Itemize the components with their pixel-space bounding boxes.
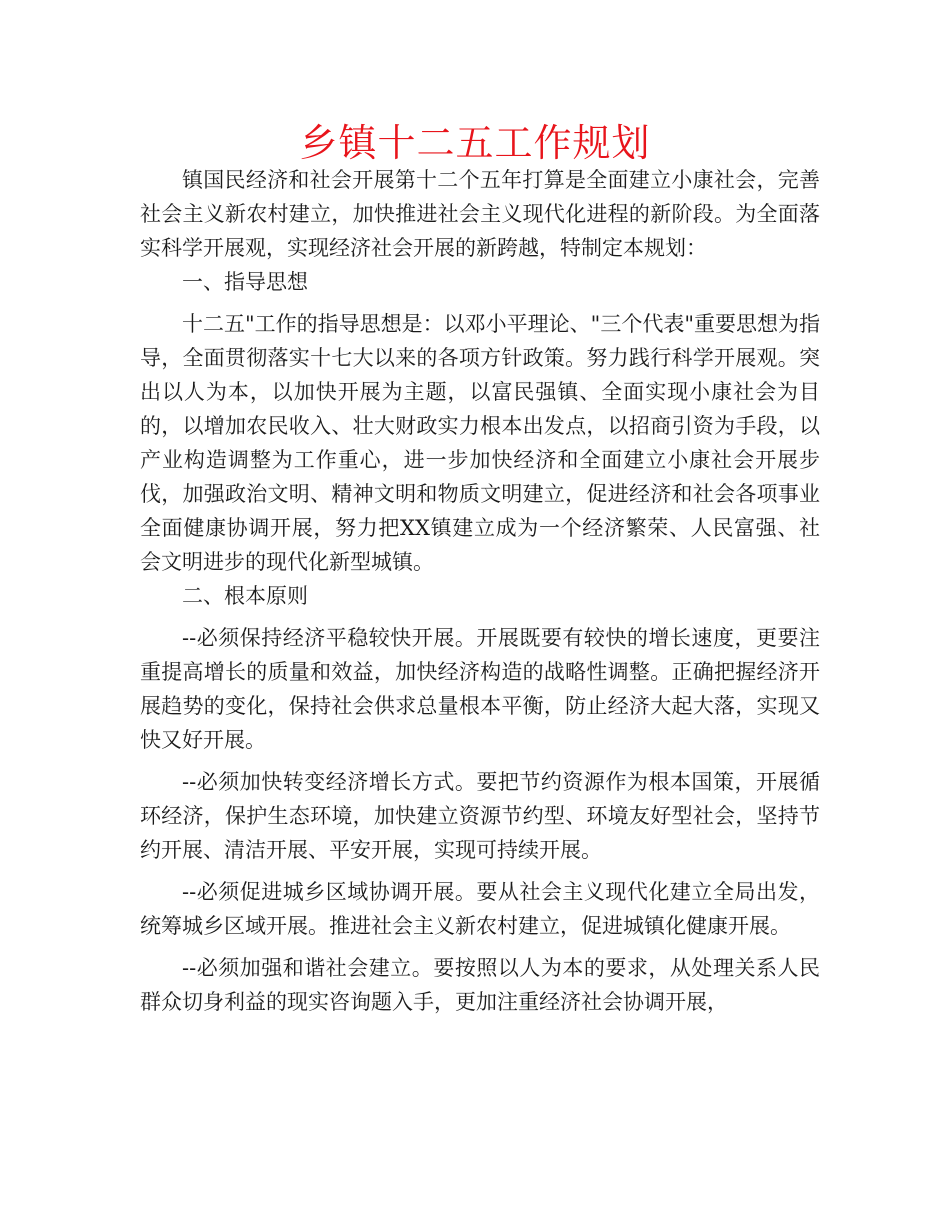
principle-paragraph-2: --必须加快转变经济增长方式。要把节约资源作为根本国策，开展循环经济，保护生态环境，加快建立资源节约型、环境友好型社会，坚持节约开展、清洁开展、平安开展，实现可持续开展。 (140, 770, 820, 862)
section-heading-basic-principles: 二、根本原则 (182, 584, 308, 608)
document-body (140, 163, 820, 1019)
principle-paragraph-3: --必须促进城乡区域协调开展。要从社会主义现代化建立全局出发，统筹城乡区域开展。推进社会主义新农村建立，促进城镇化健康开展。 (140, 880, 820, 938)
principle-paragraph-4: --必须加强和谐社会建立。要按照以人为本的要求，从处理关系人民群众切身利益的现实咨询题入手，更加注重经济社会协调开展， (140, 956, 820, 1014)
guiding-ideology-paragraph: 十二五"工作的指导思想是：以邓小平理论、"三个代表"重要思想为指导，全面贯彻落实十七大以来的各项方针政策。努力践行科学开展观。突出以人为本，以加快开展为主题，以富民强镇、全面实现小康社会为目的，以增加农民收入、壮大财政实力根本出发点，以招商引资为手段，以产业构造调整为工作重心，进一步加快经济和全面建立小康社会开展步伐，加强政治文明、精神文明和物质文明建立，促进经济和社会各项事业全面健康协调开展，努力把XX镇建立成为一个经济繁荣、人民富强、社会文明进步的现代化新型城镇。 (140, 312, 820, 574)
principle-paragraph-1: --必须保持经济平稳较快开展。开展既要有较快的增长速度，更要注重提高增长的质量和效益，加快经济构造的战略性调整。正确把握经济开展趋势的变化，保持社会供求总量根本平衡，防止经济大起大落，实现又快又好开展。 (140, 626, 820, 752)
document-title: 乡镇十二五工作规划 (299, 121, 651, 165)
intro-paragraph: 镇国民经济和社会开展第十二个五年打算是全面建立小康社会，完善社会主义新农村建立，加快推进社会主义现代化进程的新阶段。为全面落实科学开展观，实现经济社会开展的新跨越，特制定本规划： (140, 168, 820, 260)
section-heading-guiding-ideology: 一、指导思想 (182, 270, 308, 294)
